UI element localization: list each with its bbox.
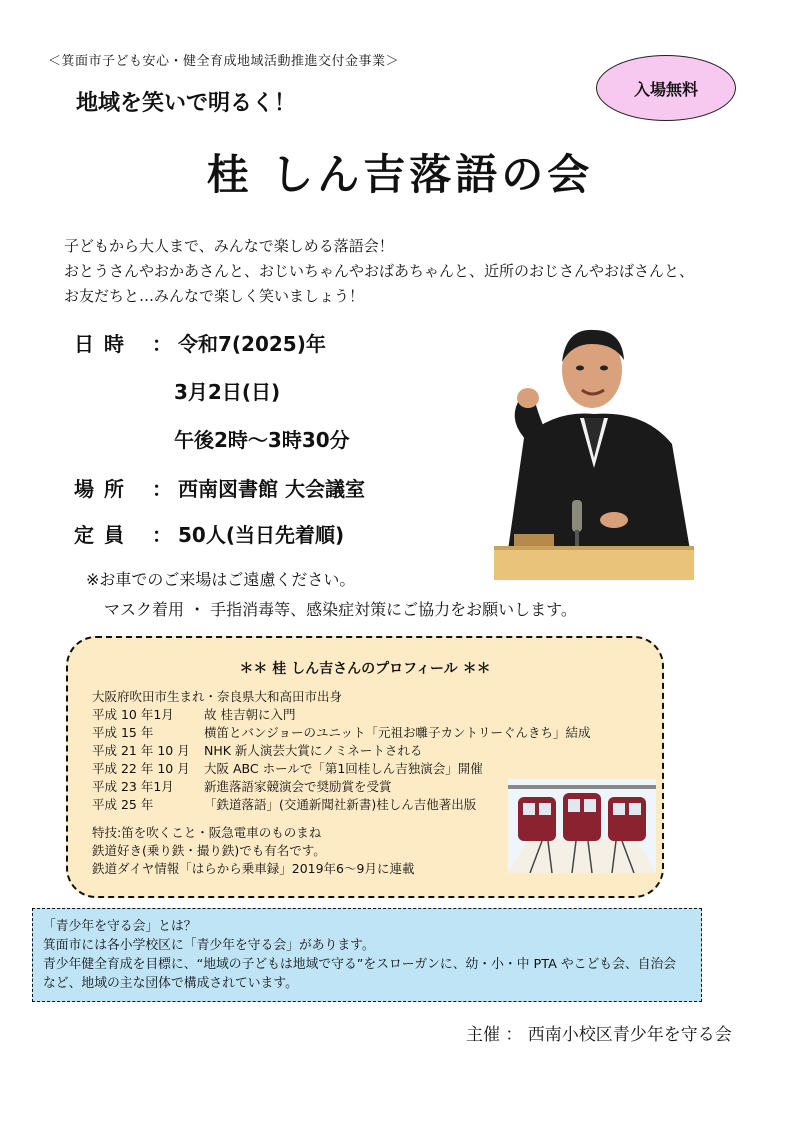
- infection-note: マスク着用 ・ 手指消毒等、感染症対策にご協力をお願いします。: [104, 600, 577, 619]
- extra-line: 鉄道ダイヤ情報「はらから乗車録」2019年6～9月に連載: [92, 861, 415, 876]
- history-text: 「鉄道落語」(交通新聞社新書)桂しん吉他著出版: [204, 797, 477, 812]
- history-year: 平成 23 年1月: [92, 779, 174, 794]
- date-day: 3月2日(日): [174, 380, 281, 404]
- date-year: 令和7(2025)年: [178, 332, 326, 356]
- profile-birth: 大阪府吹田市生まれ・奈良県大和高田市出身: [92, 689, 343, 704]
- performer-photo: [494, 318, 694, 580]
- about-line: など、地域の主な団体で構成されています。: [43, 976, 298, 991]
- history-item: [92, 724, 590, 742]
- history-text: 新進落語家競演会で奨励賞を受賞: [204, 779, 392, 794]
- history-item: [92, 760, 590, 778]
- history-year: 平成 22 年 10 月: [92, 761, 190, 776]
- intro-line: お友だちと…みんなで楽しく笑いましょう！: [64, 287, 365, 305]
- date-label: 日時: [74, 332, 134, 356]
- history-text: NHK 新人演芸大賞にノミネートされる: [204, 743, 423, 758]
- history-year: 平成 21 年 10 月: [92, 743, 190, 758]
- about-box: [32, 908, 702, 1002]
- train-illustration: [508, 779, 656, 873]
- history-item: [92, 742, 590, 760]
- place-value: 西南図書館 大会議室: [178, 477, 365, 501]
- extra-line: 鉄道好き(乗り鉄・撮り鉄)でも有名です。: [92, 843, 326, 858]
- date-time: 午後2時～3時30分: [174, 428, 350, 452]
- parking-note: ※お車でのご来場はご遠慮ください。: [86, 570, 356, 589]
- event-title: 桂 しん吉落語の会: [206, 150, 594, 199]
- extra-line: 特技:笛を吹くこと・阪急電車のものまね: [92, 825, 322, 840]
- about-line: 青少年健全育成を目標に、“地域の子どもは地域で守る”をスローガンに、幼・小・中 PTA やこども会、自治会: [43, 957, 677, 972]
- badge-text: 入場無料: [633, 79, 698, 99]
- history-year: 平成 25 年: [92, 797, 154, 812]
- profile-heading: ＊＊ 桂 しん吉さんのプロフィール ＊＊: [239, 661, 491, 677]
- free-admission-badge: [596, 55, 736, 121]
- colon: ：: [152, 523, 172, 547]
- about-line: 「青少年を守る会」とは？: [43, 919, 197, 934]
- capacity-label: 定員: [74, 523, 134, 547]
- host-line: 主催 ： 西南小校区青少年を守る会: [466, 1025, 732, 1045]
- colon: ：: [152, 477, 172, 501]
- history-text: 大阪 ABC ホールで「第1回桂しん吉独演会」開催: [204, 761, 483, 776]
- intro-text: [64, 234, 694, 309]
- colon: ：: [152, 332, 172, 356]
- capacity-value: 50人(当日先着順): [178, 523, 345, 547]
- place-label: 場所: [74, 477, 134, 501]
- capacity-row: [74, 519, 344, 548]
- date-row: [74, 328, 326, 357]
- intro-line: 子どもから大人まで、みんなで楽しめる落語会！: [64, 237, 394, 255]
- history-year: 平成 15 年: [92, 725, 154, 740]
- tagline: 地域を笑いで明るく！: [76, 91, 297, 116]
- history-text: 故 桂吉朝に入門: [204, 707, 296, 722]
- history-item: [92, 706, 590, 724]
- about-line: 箕面市には各小学校区に「青少年を守る会」があります。: [43, 938, 375, 953]
- history-text: 横笛とバンジョーのユニット「元祖お囃子カントリーぐんきち」結成: [204, 725, 591, 740]
- intro-line: おとうさんやおかあさんと、おじいちゃんやおばあちゃんと、近所のおじさんやおばさんと、: [64, 262, 695, 280]
- sponsor-line: ＜箕面市子ども安心・健全育成地域活動推進交付金事業＞: [48, 54, 400, 69]
- profile-extras: [92, 824, 414, 878]
- place-row: [74, 473, 365, 502]
- history-year: 平成 10 年1月: [92, 707, 174, 722]
